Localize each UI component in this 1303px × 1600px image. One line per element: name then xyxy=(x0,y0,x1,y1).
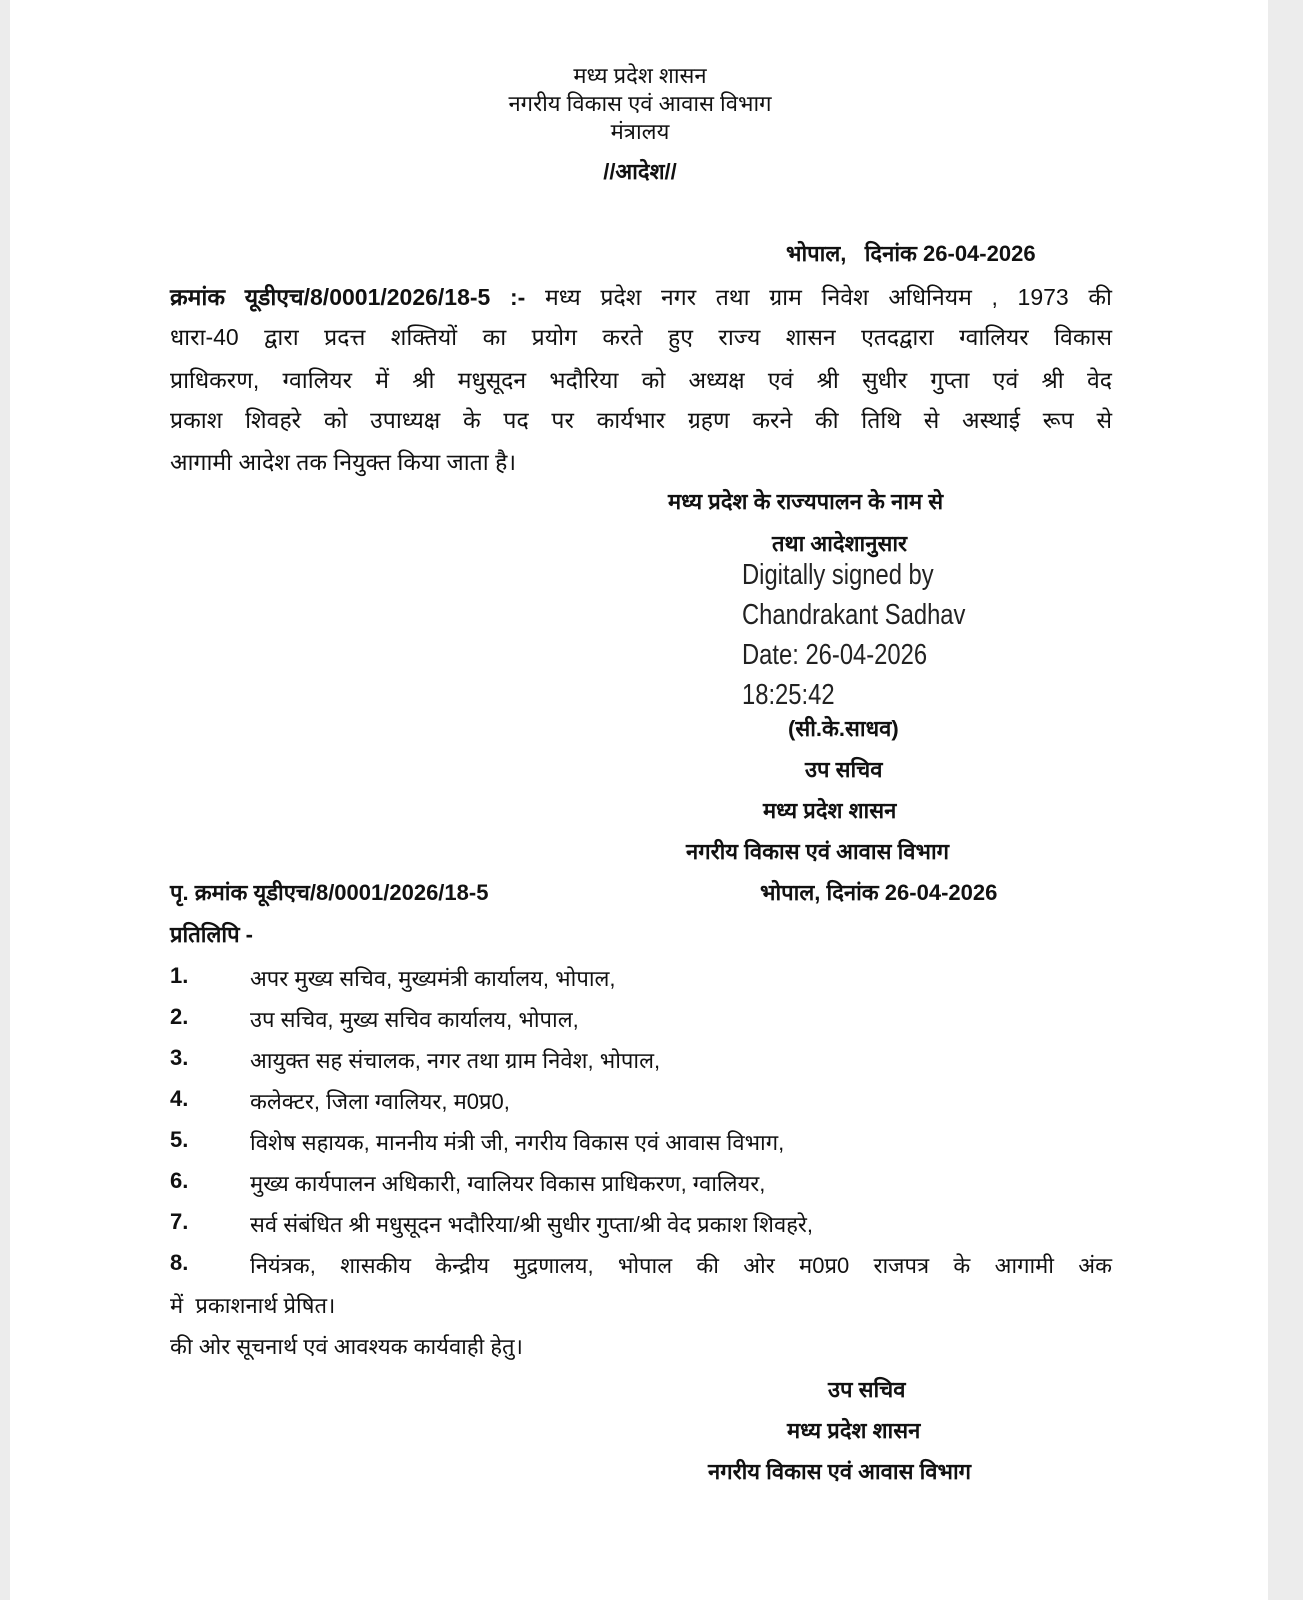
footer-designation: उप सचिव xyxy=(828,1377,906,1402)
copy-item-text: विशेष सहायक, माननीय मंत्री जी, नगरीय विकास एवं आवास विभाग, xyxy=(250,1130,785,1155)
copy-item-text: सर्व संबंधित श्री मधुसूदन भदौरिया/श्री सुधीर गुप्ता/श्री वेद प्रकाश शिवहरे, xyxy=(250,1212,813,1237)
signatory-org: मध्य प्रदेश शासन xyxy=(763,798,897,823)
signatory-name: (सी.के.साधव) xyxy=(788,716,899,741)
signatory-department: नगरीय विकास एवं आवास विभाग xyxy=(686,839,950,864)
copy-item-text: उप सचिव, मुख्य सचिव कार्यालय, भोपाल, xyxy=(250,1007,579,1032)
digital-signature-line: Digitally signed by xyxy=(742,559,934,591)
body-line-5: आगामी आदेश तक नियुक्त किया जाता है। xyxy=(170,449,517,475)
digital-signature-line: Chandrakant Sadhav xyxy=(742,599,966,631)
endorsement-ref: पृ. क्रमांक यूडीएच/8/0001/2026/18-5 xyxy=(170,880,489,905)
copy-item-number: 3. xyxy=(170,1045,189,1070)
copy-item-number: 5. xyxy=(170,1127,189,1152)
copy-item-text: नियंत्रक, शासकीय केन्द्रीय मुद्रणालय, भोपाल की ओर म0प्र0 राजपत्र के आगामी अंक xyxy=(250,1253,1112,1278)
body-line-4: प्रकाश शिवहरे को उपाध्यक्ष के पद पर कार्यभार ग्रहण करने की तिथि से अस्थाई रूप से xyxy=(170,407,1112,433)
body-text: मध्य प्रदेश नगर तथा ग्राम निवेश अधिनियम , 1973 की xyxy=(545,284,1112,310)
copy-8-continued: में प्रकाशनार्थ प्रेषित। xyxy=(170,1293,336,1318)
copy-item-number: 4. xyxy=(170,1086,189,1111)
copy-item-number: 7. xyxy=(170,1209,189,1234)
digital-signature-line: 18:25:42 xyxy=(742,679,835,711)
copy-item-number: 2. xyxy=(170,1004,189,1029)
order-reference: क्रमांक यूडीएच/8/0001/2026/18-5 :- xyxy=(170,284,526,310)
copy-item-text: आयुक्त सह संचालक, नगर तथा ग्राम निवेश, भोपाल, xyxy=(250,1048,661,1073)
copy-item-text: कलेक्टर, जिला ग्वालियर, म0प्र0, xyxy=(250,1089,510,1114)
copy-item-number: 6. xyxy=(170,1168,189,1193)
header-department: नगरीय विकास एवं आवास विभाग xyxy=(508,91,772,116)
digital-signature-line: Date: 26-04-2026 xyxy=(742,639,928,671)
endorsement-date: भोपाल, दिनांक 26-04-2026 xyxy=(760,880,998,905)
authority-line-1: मध्य प्रदेश के राज्यपालन के नाम से xyxy=(668,489,944,514)
copy-label: प्रतिलिपि - xyxy=(170,922,254,947)
signatory-designation: उप सचिव xyxy=(805,757,883,782)
header-government: मध्य प्रदेश शासन xyxy=(573,63,707,88)
copy-item-text: मुख्य कार्यपालन अधिकारी, ग्वालियर विकास प्राधिकरण, ग्वालियर, xyxy=(250,1171,766,1196)
copy-item-number: 1. xyxy=(170,963,189,988)
authority-line-2: तथा आदेशानुसार xyxy=(772,531,908,556)
header-ministry: मंत्रालय xyxy=(610,119,670,144)
footer-org: मध्य प्रदेश शासन xyxy=(787,1418,921,1443)
footer-department: नगरीय विकास एवं आवास विभाग xyxy=(708,1459,972,1484)
body-line-1 xyxy=(170,283,1112,311)
closing-text: की ओर सूचनार्थ एवं आवश्यक कार्यवाही हेतु। xyxy=(170,1334,523,1359)
order-title: //आदेश// xyxy=(603,159,677,184)
copy-item-text: अपर मुख्य सचिव, मुख्यमंत्री कार्यालय, भोपाल, xyxy=(250,966,616,991)
body-line-2: धारा-40 द्वारा प्रदत्त शक्तियों का प्रयोग करते हुए राज्य शासन एतदद्वारा ग्वालियर विकास xyxy=(170,324,1112,350)
body-line-3: प्राधिकरण, ग्वालियर में श्री मधुसूदन भदौरिया को अध्यक्ष एवं श्री सुधीर गुप्ता एवं श्री वेद xyxy=(170,367,1112,393)
copy-item-number: 8. xyxy=(170,1250,189,1275)
place-date: भोपाल, दिनांक 26-04-2026 xyxy=(786,241,1036,266)
